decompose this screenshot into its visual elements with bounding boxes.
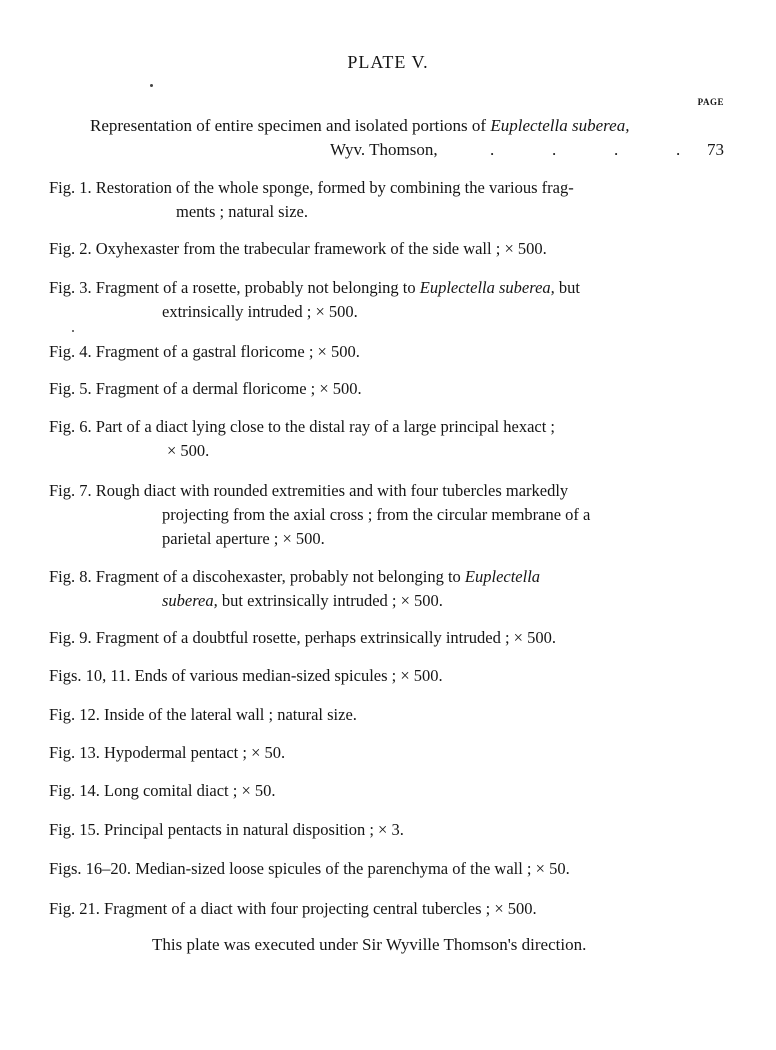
figure-entry xyxy=(49,703,699,727)
figure-label: Fig. 4. xyxy=(49,342,92,361)
figure-label: Fig. 7. xyxy=(49,481,92,500)
figure-caption: Fragment of a discohexaster, probably not belonging to xyxy=(95,567,465,586)
figure-entry xyxy=(49,415,699,463)
figure-entry xyxy=(49,741,699,765)
leader-dots xyxy=(490,140,738,160)
representation-line-1 xyxy=(90,116,629,136)
figure-entry xyxy=(49,340,699,364)
figure-caption: Median-sized loose spicules of the parenchyma of the wall ; × 50. xyxy=(135,859,570,878)
species-name: suberea, xyxy=(162,591,218,610)
figure-label: Fig. 1. xyxy=(49,178,92,197)
figure-label: Fig. 6. xyxy=(49,417,92,436)
figure-caption: Hypodermal pentact ; × 50. xyxy=(104,743,286,762)
figure-entry xyxy=(49,479,699,551)
species-name: Euplectella suberea, xyxy=(490,116,630,135)
figure-caption: Restoration of the whole sponge, formed by combining the various frag- xyxy=(95,178,574,197)
leader-dot: . xyxy=(614,140,619,159)
figure-label: Fig. 2. xyxy=(49,239,92,258)
figure-label: Fig. 9. xyxy=(49,628,92,647)
scan-speck xyxy=(150,84,153,87)
plate-title: PLATE V. xyxy=(347,52,429,72)
figure-entry xyxy=(49,565,699,613)
page-number: 73 xyxy=(707,140,724,159)
species-name: Euplectella suberea, xyxy=(419,278,555,297)
figure-caption: Long comital diact ; × 50. xyxy=(104,781,276,800)
leader-dot: . xyxy=(490,140,495,159)
representation-author: Wyv. Thomson, xyxy=(330,140,438,159)
figure-caption: Fragment of a doubtful rosette, perhaps extrinsically intruded ; × 500. xyxy=(95,628,556,647)
figure-caption-cont: parietal aperture ; × 500. xyxy=(162,529,325,548)
figure-entry xyxy=(49,664,699,688)
figure-caption-cont: but extrinsically intruded ; × 500. xyxy=(217,591,443,610)
figure-caption: Part of a diact lying close to the distal ray of a large principal hexact ; xyxy=(95,417,556,436)
figure-caption: Principal pentacts in natural disposition ; × 3. xyxy=(104,820,404,839)
figure-label: Fig. 13. xyxy=(49,743,100,762)
figure-caption-cont: × 500. xyxy=(167,441,210,460)
figure-entry xyxy=(49,626,699,650)
figure-caption-cont: ments ; natural size. xyxy=(176,202,308,221)
figure-caption: Fragment of a rosette, probably not belonging to xyxy=(95,278,420,297)
figure-label: Figs. 10, 11. xyxy=(49,666,131,685)
footer-note: This plate was executed under Sir Wyville Thomson's direction. xyxy=(152,935,587,954)
figure-caption-cont: extrinsically intruded ; × 500. xyxy=(162,302,358,321)
figure-entry xyxy=(49,237,699,261)
figure-label: Fig. 3. xyxy=(49,278,92,297)
figure-label: Fig. 5. xyxy=(49,379,92,398)
figure-caption: but xyxy=(554,278,580,297)
leader-dot: . xyxy=(552,140,557,159)
figure-caption: Fragment of a diact with four projecting central tubercles ; × 500. xyxy=(104,899,537,918)
figure-entry xyxy=(49,276,699,324)
page-column-label: PAGE xyxy=(697,97,724,107)
figure-entry xyxy=(49,176,699,224)
figure-label: Fig. 21. xyxy=(49,899,100,918)
figure-caption: Oxyhexaster from the trabecular framework of the side wall ; × 500. xyxy=(95,239,547,258)
figure-label: Fig. 15. xyxy=(49,820,100,839)
scan-speck xyxy=(72,330,74,332)
figure-entry xyxy=(49,897,699,921)
figure-caption: Inside of the lateral wall ; natural size. xyxy=(104,705,357,724)
representation-text: Representation of entire specimen and isolated portions of xyxy=(90,116,491,135)
figure-label: Fig. 12. xyxy=(49,705,100,724)
figure-entry xyxy=(49,818,699,842)
figure-caption: Fragment of a gastral floricome ; × 500. xyxy=(95,342,360,361)
figure-caption-cont: projecting from the axial cross ; from the circular membrane of a xyxy=(162,505,591,524)
leader-dot: . xyxy=(676,140,681,159)
figure-label: Figs. 16–20. xyxy=(49,859,132,878)
figure-caption: Ends of various median-sized spicules ; × 500. xyxy=(134,666,443,685)
figure-caption: Fragment of a dermal floricome ; × 500. xyxy=(95,379,362,398)
figure-label: Fig. 14. xyxy=(49,781,100,800)
species-name: Euplectella xyxy=(464,567,541,586)
figure-entry xyxy=(49,857,699,881)
figure-entry xyxy=(49,377,699,401)
figure-label: Fig. 8. xyxy=(49,567,92,586)
figure-caption: Rough diact with rounded extremities and with four tubercles markedly xyxy=(95,481,569,500)
figure-entry xyxy=(49,779,699,803)
